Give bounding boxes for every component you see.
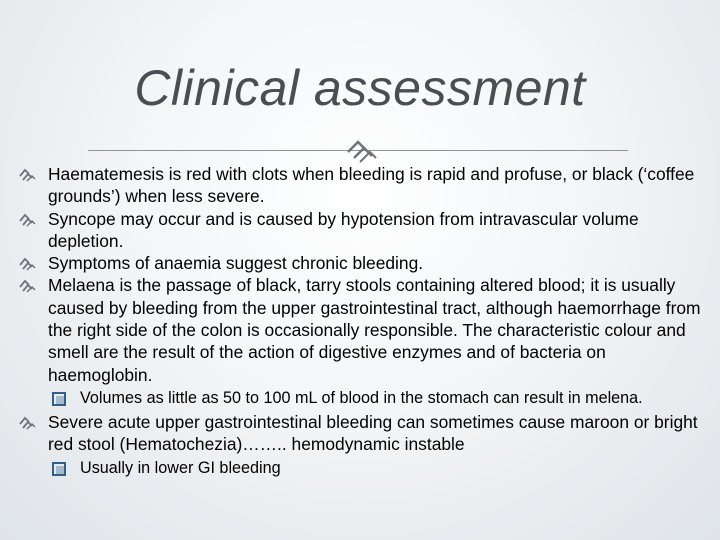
sub-bullet-item-volumes xyxy=(18,388,708,409)
sub-bullet-item-lower-gi xyxy=(18,458,708,479)
swirl-bullet-icon xyxy=(18,277,36,293)
swirl-bullet-icon xyxy=(18,414,36,430)
bullet-item-anaemia xyxy=(18,252,708,274)
slide-title: Clinical assessment xyxy=(134,60,586,116)
bullet-text: Severe acute upper gastrointestinal bleeding can sometimes cause maroon or bright red stool (Hematochezia)…….. hemodynamic instable xyxy=(48,411,698,455)
checkbox-square-icon xyxy=(52,462,66,476)
slide-content xyxy=(18,163,708,481)
bullet-text: Haematemesis is red with clots when bleeding is rapid and profuse, or black (‘coffee grounds’) when less severe. xyxy=(48,164,695,207)
bullet-item-haematemesis xyxy=(18,163,708,208)
bullet-text: Symptoms of anaemia suggest chronic bleeding. xyxy=(48,253,424,274)
bullet-text: Melaena is the passage of black, tarry stools containing altered blood; it is usually caused by bleeding from the upper gastrointestinal tract, although haemorrhage from the right side of the colon is occasionally responsible. The characteristic colour and smell are the result of the action of digestive enzymes and of bacteria on haemoglobin. xyxy=(48,275,701,385)
bullet-item-severe-bleeding xyxy=(18,411,708,456)
bullet-item-melaena xyxy=(18,274,708,385)
swirl-bullet-icon xyxy=(18,255,36,271)
bullet-text: Syncope may occur and is caused by hypotension from intravascular volume depletion. xyxy=(48,208,639,251)
swirl-bullet-icon xyxy=(18,166,36,182)
sub-bullet-text: Volumes as little as 50 to 100 mL of blood in the stomach can result in melena. xyxy=(80,388,643,407)
swirl-ornament-icon xyxy=(344,134,380,164)
checkbox-square-icon xyxy=(52,392,66,406)
bullet-item-syncope xyxy=(18,208,708,253)
sub-bullet-text: Usually in lower GI bleeding xyxy=(80,458,281,477)
swirl-bullet-icon xyxy=(18,211,36,227)
